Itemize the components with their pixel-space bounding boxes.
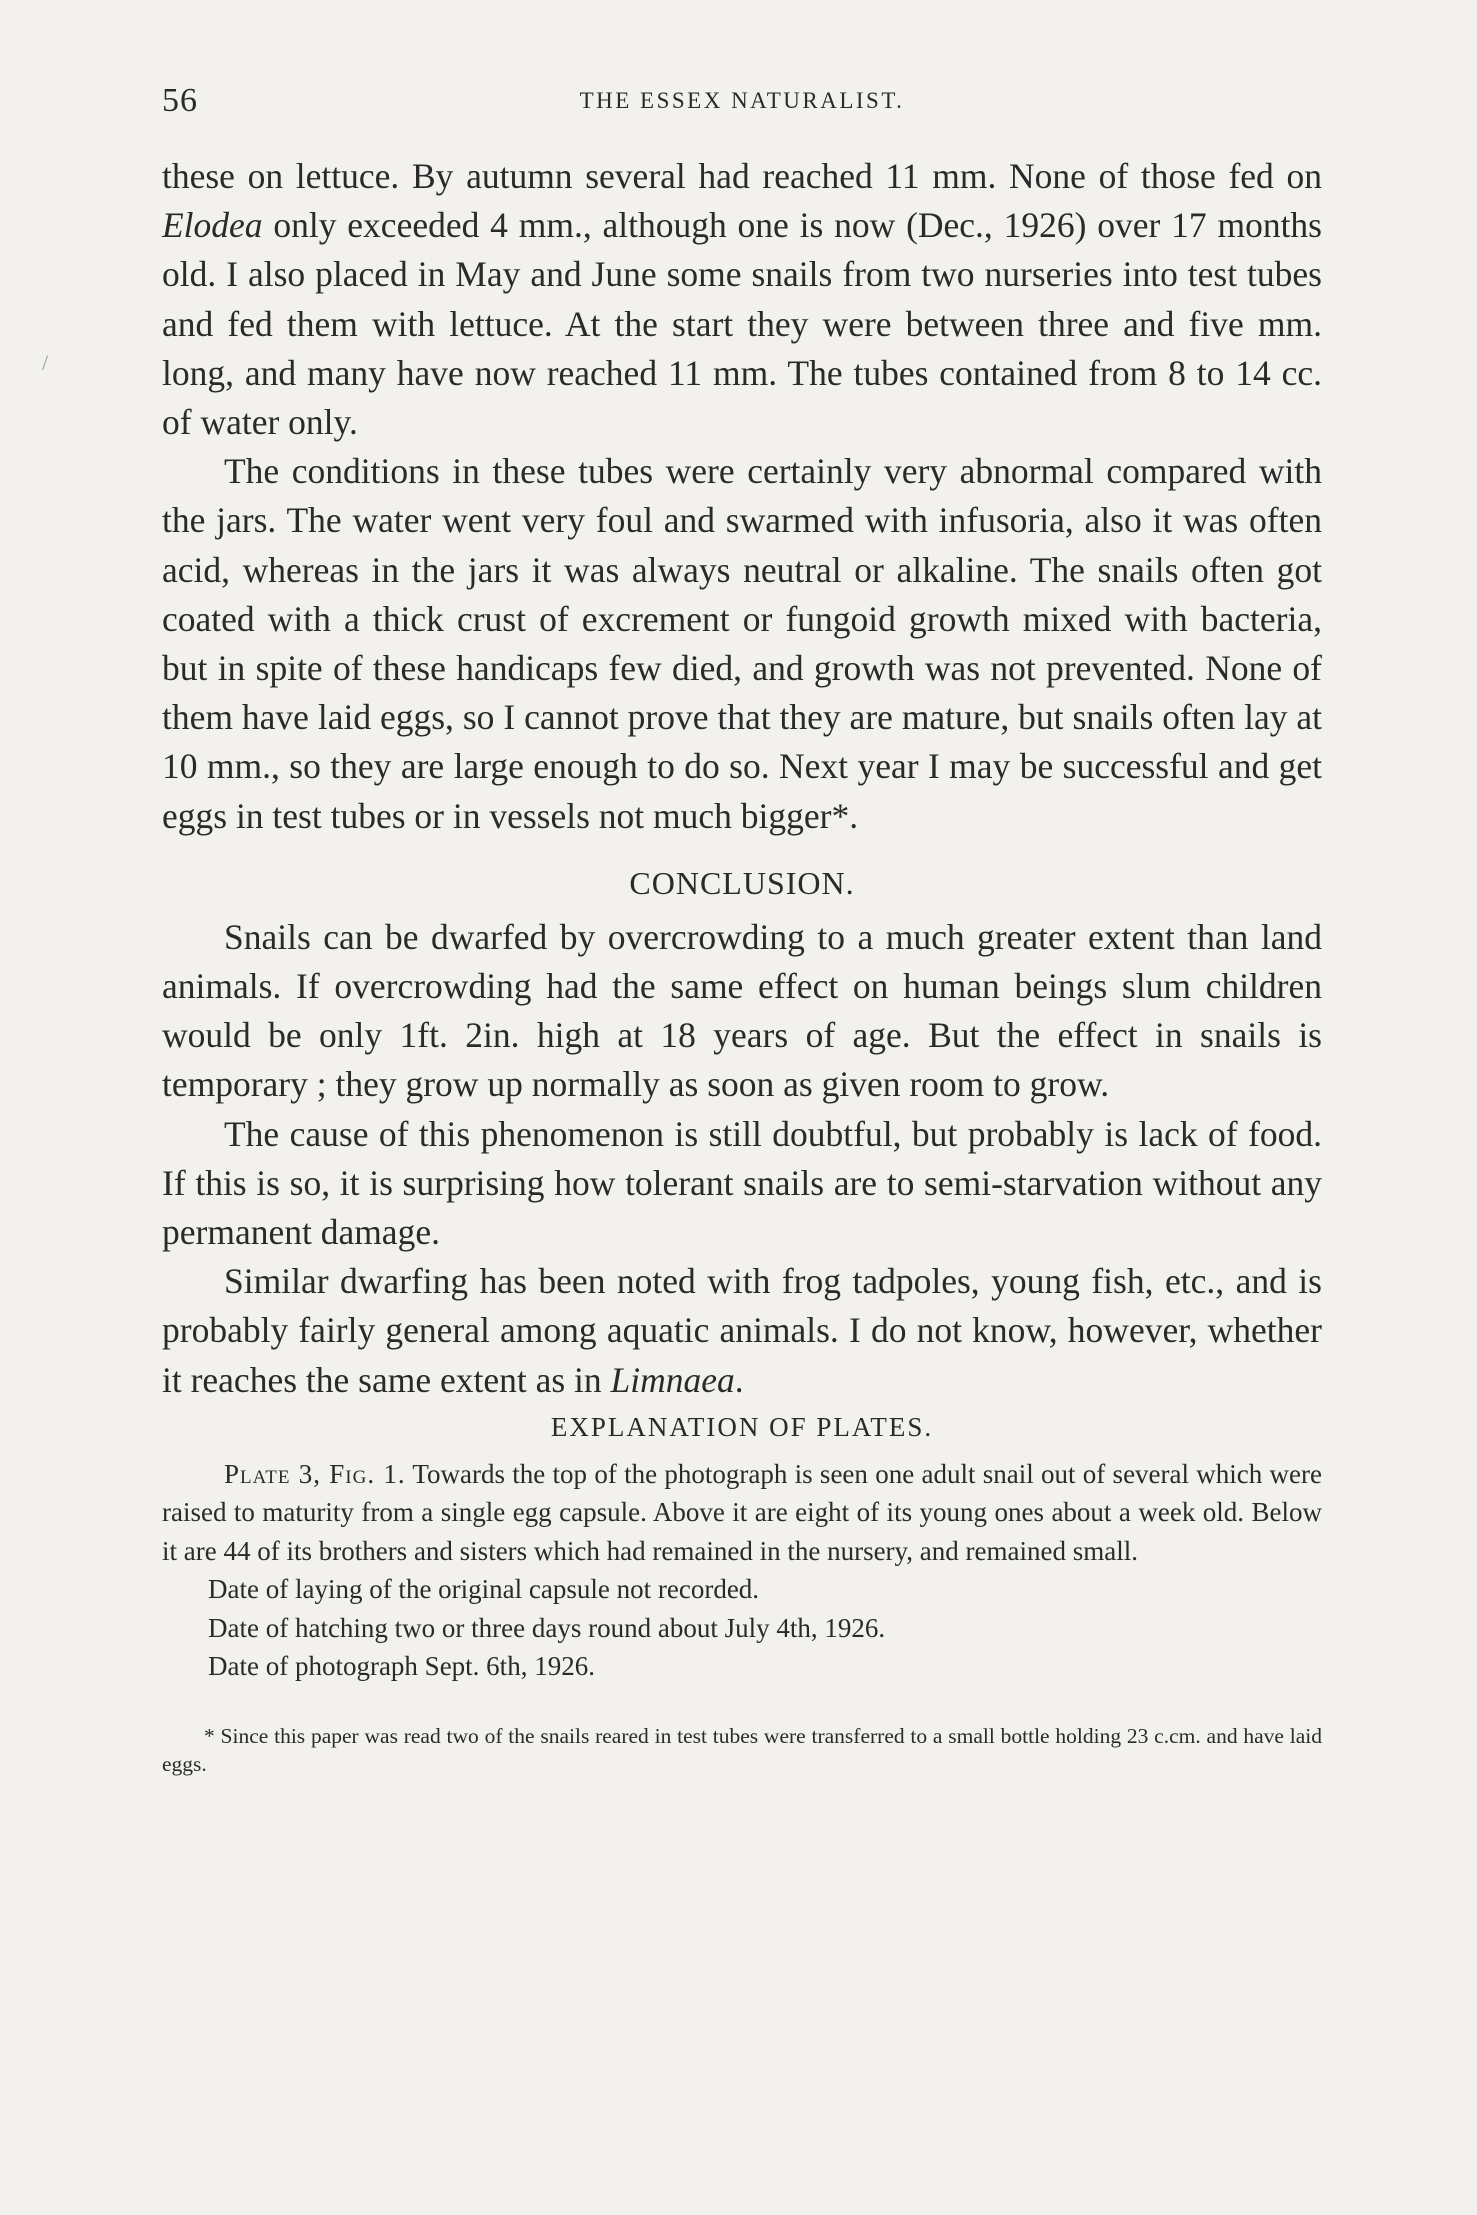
plate-description-text: Towards the top of the photograph is seen one adult snail out of several which were raised to maturity from a single egg capsule. Above it are eight of its young ones about a week old. Below it are 44 of its brothers and sisters which had remained in the nursery, and remained small. bbox=[162, 1458, 1323, 1566]
conclusion-paragraph-1: Snails can be dwarfed by overcrowding to a much greater extent than land animals. If overcrowding had the same effect on human beings slum children would be only 1ft. 2in. high at 18 years of age. But the effect in snails is temporary ; they grow up normally as soon as given room to grow. bbox=[162, 916, 1322, 1105]
conclusion-paragraph-2: The cause of this phenomenon is still doubtful, but probably is lack of food. If this is so, it is surprising how tolerant snails are to semi-starvation without any permanent damage. bbox=[162, 1113, 1322, 1253]
conclusion-paragraph-3-text: Similar dwarfing has been noted with frog tadpoles, young fish, etc., and is probably fairly general among aquatic animals. I do not know, however, whether it reaches the same extent as in bbox=[162, 1261, 1322, 1400]
conclusion-paragraph-3-italic: Limnaea bbox=[610, 1359, 735, 1400]
page-header bbox=[162, 82, 1322, 122]
paragraph-1-text: these on lettuce. By autumn several had reached 11 mm. None of those fed on bbox=[162, 156, 1322, 196]
date-laying: Date of laying of the original capsule not recorded. bbox=[208, 1574, 760, 1605]
plate-label: Plate 3, Fig. 1. bbox=[224, 1458, 406, 1489]
paragraph-2: The conditions in these tubes were certainly very abnormal compared with the jars. The water went very foul and swarmed with infusoria, also it was often acid, whereas in the jars it was always neutral or alkaline. The snails often got coated with a thick crust of excrement or fungoid growth mixed with bacteria, but in spite of these handicaps few died, and growth was not prevented. None of them have laid eggs, so I cannot prove that they are mature, but snails often lay at 10 mm., so they are large enough to do so. Next year I may be successful and get eggs in test tubes or in vessels not much bigger*. bbox=[162, 451, 1322, 836]
paragraph-1-italic: Elodea bbox=[162, 205, 263, 246]
plates-heading: EXPLANATION OF PLATES. bbox=[550, 1411, 934, 1442]
margin-mark: / bbox=[42, 350, 49, 375]
plate-description bbox=[162, 1455, 1322, 1571]
paragraph-1 bbox=[162, 152, 1322, 447]
conclusion-paragraph-3 bbox=[162, 1257, 1322, 1405]
page-number: 56 bbox=[162, 82, 198, 119]
paragraph-1-rest: only exceeded 4 mm., although one is now (Dec., 1926) over 17 months old. I also placed in May and June some snails from two nurseries into test tubes and fed them with lettuce. At the start they were between three and five mm. long, and many have now reached 11 mm. The tubes contained from 8 to 14 cc. of water only. bbox=[162, 205, 1322, 443]
running-head: THE ESSEX NATURALIST. bbox=[579, 88, 905, 113]
date-photograph: Date of photograph Sept. 6th, 1926. bbox=[208, 1651, 595, 1682]
conclusion-heading: CONCLUSION. bbox=[629, 864, 855, 901]
footnote: * Since this paper was read two of the snails reared in test tubes were transferred to a small bottle holding 23 c.cm. and have laid eggs. bbox=[162, 1723, 1322, 1776]
body-text bbox=[162, 152, 1322, 1778]
conclusion-paragraph-3-end: . bbox=[734, 1359, 744, 1400]
date-hatching: Date of hatching two or three days round about July 4th, 1926. bbox=[208, 1612, 886, 1643]
